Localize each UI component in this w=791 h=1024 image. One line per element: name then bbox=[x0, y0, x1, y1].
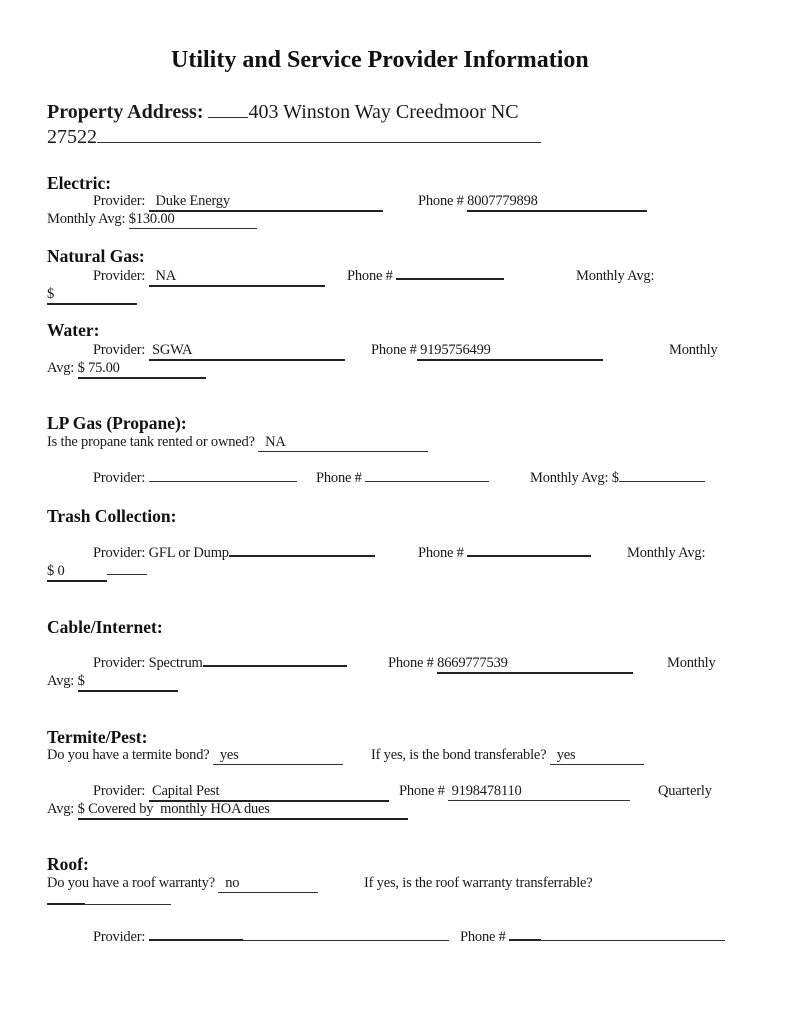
water-heading: Water: bbox=[47, 320, 100, 340]
natural-gas-avg-field[interactable] bbox=[47, 287, 137, 305]
termite-phone-row bbox=[399, 783, 630, 801]
lp-gas-question: Is the propane tank rented or owned? bbox=[47, 434, 255, 450]
natural-gas-avg-label: Monthly Avg: bbox=[576, 268, 655, 284]
blank-line bbox=[243, 939, 449, 941]
trash-avg-label: Monthly Avg: bbox=[627, 545, 706, 561]
trash-avg-field[interactable] bbox=[47, 564, 107, 582]
termite-answer1-value: yes bbox=[219, 747, 239, 763]
termite-question2-row bbox=[371, 747, 644, 765]
natural-gas-provider-value: NA bbox=[155, 268, 177, 284]
roof-answer1-value: no bbox=[225, 875, 240, 891]
trash-provider-value[interactable]: GFL or Dump bbox=[148, 545, 229, 561]
termite-question1: Do you have a termite bond? bbox=[47, 747, 210, 763]
property-address-label: Property Address: bbox=[47, 101, 204, 123]
termite-answer1-field[interactable] bbox=[213, 748, 343, 765]
property-address-line2[interactable]: 27522 bbox=[47, 126, 97, 148]
electric-provider-value: Duke Energy bbox=[155, 193, 230, 209]
roof-heading: Roof: bbox=[47, 854, 89, 874]
phone-label: Phone # bbox=[460, 929, 506, 945]
trash-avg-value: 0 bbox=[57, 563, 65, 579]
natural-gas-phone-field[interactable] bbox=[396, 277, 504, 280]
termite-heading: Termite/Pest: bbox=[47, 727, 148, 747]
blank-line bbox=[107, 573, 147, 575]
lp-gas-provider-field[interactable] bbox=[149, 480, 297, 482]
roof-provider-row bbox=[93, 929, 449, 946]
dollar-sign: $ bbox=[77, 673, 85, 689]
termite-question2: If yes, is the bond transferable? bbox=[371, 747, 547, 763]
roof-phone-field[interactable] bbox=[509, 938, 541, 941]
natural-gas-avg-row bbox=[47, 286, 137, 305]
property-address-line1[interactable]: 403 Winston Way Creedmoor NC bbox=[248, 101, 519, 123]
water-monthly-label: Monthly bbox=[669, 342, 718, 358]
water-avg-field[interactable] bbox=[78, 361, 206, 379]
cable-provider-value[interactable]: Spectrum bbox=[148, 655, 203, 671]
dollar-sign: $ bbox=[128, 211, 136, 227]
trash-provider-row bbox=[93, 545, 375, 562]
blank-line bbox=[97, 141, 541, 143]
trash-provider-field[interactable] bbox=[229, 554, 375, 557]
cable-phone-value: 8669777539 bbox=[437, 655, 508, 671]
provider-label: Provider: bbox=[93, 470, 146, 486]
electric-phone-value: 8007779898 bbox=[467, 193, 538, 209]
cable-avg-field[interactable] bbox=[78, 674, 178, 692]
electric-provider-row bbox=[93, 193, 383, 212]
termite-question1-row bbox=[47, 747, 343, 765]
termite-avg-value: Covered by monthly HOA dues bbox=[88, 801, 270, 817]
termite-phone-field[interactable] bbox=[448, 784, 630, 801]
phone-label: Phone # bbox=[399, 783, 445, 799]
phone-label: Phone # bbox=[316, 470, 362, 486]
property-address-row-2 bbox=[47, 126, 541, 149]
roof-question2: If yes, is the roof warranty transferrable? bbox=[364, 875, 593, 891]
lp-gas-provider-row bbox=[93, 470, 297, 487]
lp-gas-answer-field[interactable] bbox=[258, 435, 428, 452]
natural-gas-provider-row bbox=[93, 268, 325, 287]
lp-gas-avg-row bbox=[530, 470, 705, 487]
dollar-sign: $ bbox=[47, 563, 55, 579]
cable-avg-row bbox=[47, 673, 178, 692]
roof-answer2-field[interactable] bbox=[47, 902, 85, 905]
phone-label: Phone # bbox=[418, 545, 464, 561]
cable-heading: Cable/Internet: bbox=[47, 617, 163, 637]
dollar-sign: $ bbox=[77, 801, 85, 817]
trash-phone-row bbox=[418, 545, 591, 562]
cable-provider-row bbox=[93, 655, 347, 672]
dollar-sign: $ bbox=[47, 286, 55, 302]
lp-gas-avg-field[interactable] bbox=[619, 480, 705, 482]
roof-answer2-row bbox=[47, 893, 171, 910]
property-address-row bbox=[47, 101, 519, 124]
phone-label: Phone # bbox=[347, 268, 393, 284]
roof-answer1-field[interactable] bbox=[218, 876, 318, 893]
cable-phone-row bbox=[388, 655, 633, 674]
natural-gas-heading: Natural Gas: bbox=[47, 246, 145, 266]
natural-gas-phone-row bbox=[347, 268, 504, 285]
phone-label: Phone # bbox=[418, 193, 464, 209]
provider-label: Provider: bbox=[93, 342, 146, 358]
cable-monthly-label: Monthly bbox=[667, 655, 716, 671]
termite-answer2-value: yes bbox=[556, 747, 576, 763]
trash-heading: Trash Collection: bbox=[47, 506, 177, 526]
termite-avg-field[interactable] bbox=[78, 802, 408, 820]
monthly-avg-label: Monthly Avg: bbox=[47, 211, 126, 227]
provider-label: Provider: bbox=[93, 929, 146, 945]
electric-phone-row bbox=[418, 193, 647, 212]
avg-label: Avg: bbox=[47, 673, 75, 689]
electric-avg-field[interactable] bbox=[129, 212, 257, 229]
dollar-sign: $ bbox=[77, 360, 85, 376]
avg-label: Avg: bbox=[47, 360, 75, 376]
lp-gas-answer-value: NA bbox=[265, 434, 286, 450]
termite-answer2-field[interactable] bbox=[550, 748, 644, 765]
page-title: Utility and Service Provider Information bbox=[171, 47, 589, 73]
water-phone-row bbox=[371, 342, 603, 361]
termite-quarterly-label: Quarterly bbox=[658, 783, 712, 799]
electric-avg-value: 130.00 bbox=[135, 211, 175, 227]
trash-phone-field[interactable] bbox=[467, 554, 591, 557]
monthly-avg-label: Monthly Avg: $ bbox=[530, 470, 619, 486]
provider-label: Provider: bbox=[93, 268, 146, 284]
electric-provider-field[interactable] bbox=[149, 194, 383, 212]
electric-phone-field[interactable] bbox=[467, 194, 647, 212]
blank-line bbox=[541, 939, 725, 941]
water-phone-value: 9195756499 bbox=[420, 342, 491, 358]
cable-provider-field[interactable] bbox=[203, 664, 347, 667]
lp-gas-phone-row bbox=[316, 470, 489, 487]
roof-provider-field[interactable] bbox=[149, 938, 243, 941]
water-provider-value: SGWA bbox=[152, 342, 193, 358]
provider-label: Provider: bbox=[93, 193, 146, 209]
cable-phone-field[interactable] bbox=[437, 656, 633, 674]
roof-phone-row bbox=[460, 929, 725, 946]
water-avg-row bbox=[47, 360, 206, 379]
termite-avg-row bbox=[47, 801, 408, 820]
lp-gas-heading: LP Gas (Propane): bbox=[47, 413, 187, 433]
electric-avg-row bbox=[47, 211, 257, 229]
water-provider-row bbox=[93, 342, 345, 361]
phone-label: Phone # bbox=[388, 655, 434, 671]
trash-avg-row bbox=[47, 563, 147, 582]
roof-question1-row bbox=[47, 875, 318, 893]
blank-line bbox=[85, 903, 171, 905]
termite-provider-value: Capital Pest bbox=[152, 783, 220, 799]
water-phone-field[interactable] bbox=[417, 343, 603, 361]
electric-heading: Electric: bbox=[47, 173, 112, 193]
lp-gas-question-row bbox=[47, 434, 428, 452]
water-provider-field[interactable] bbox=[149, 343, 345, 361]
provider-label: Provider: bbox=[93, 783, 146, 799]
phone-label: Phone # bbox=[371, 342, 417, 358]
termite-provider-field[interactable] bbox=[149, 784, 389, 802]
termite-phone-value: 9198478110 bbox=[451, 783, 522, 799]
roof-question1: Do you have a roof warranty? bbox=[47, 875, 215, 891]
avg-label: Avg: bbox=[47, 801, 75, 817]
natural-gas-provider-field[interactable] bbox=[149, 269, 325, 287]
provider-label: Provider: bbox=[93, 545, 146, 561]
termite-provider-row bbox=[93, 783, 389, 802]
blank-line bbox=[208, 116, 248, 118]
water-avg-value: 75.00 bbox=[88, 360, 120, 376]
provider-label: Provider: bbox=[93, 655, 146, 671]
lp-gas-phone-field[interactable] bbox=[365, 480, 489, 482]
